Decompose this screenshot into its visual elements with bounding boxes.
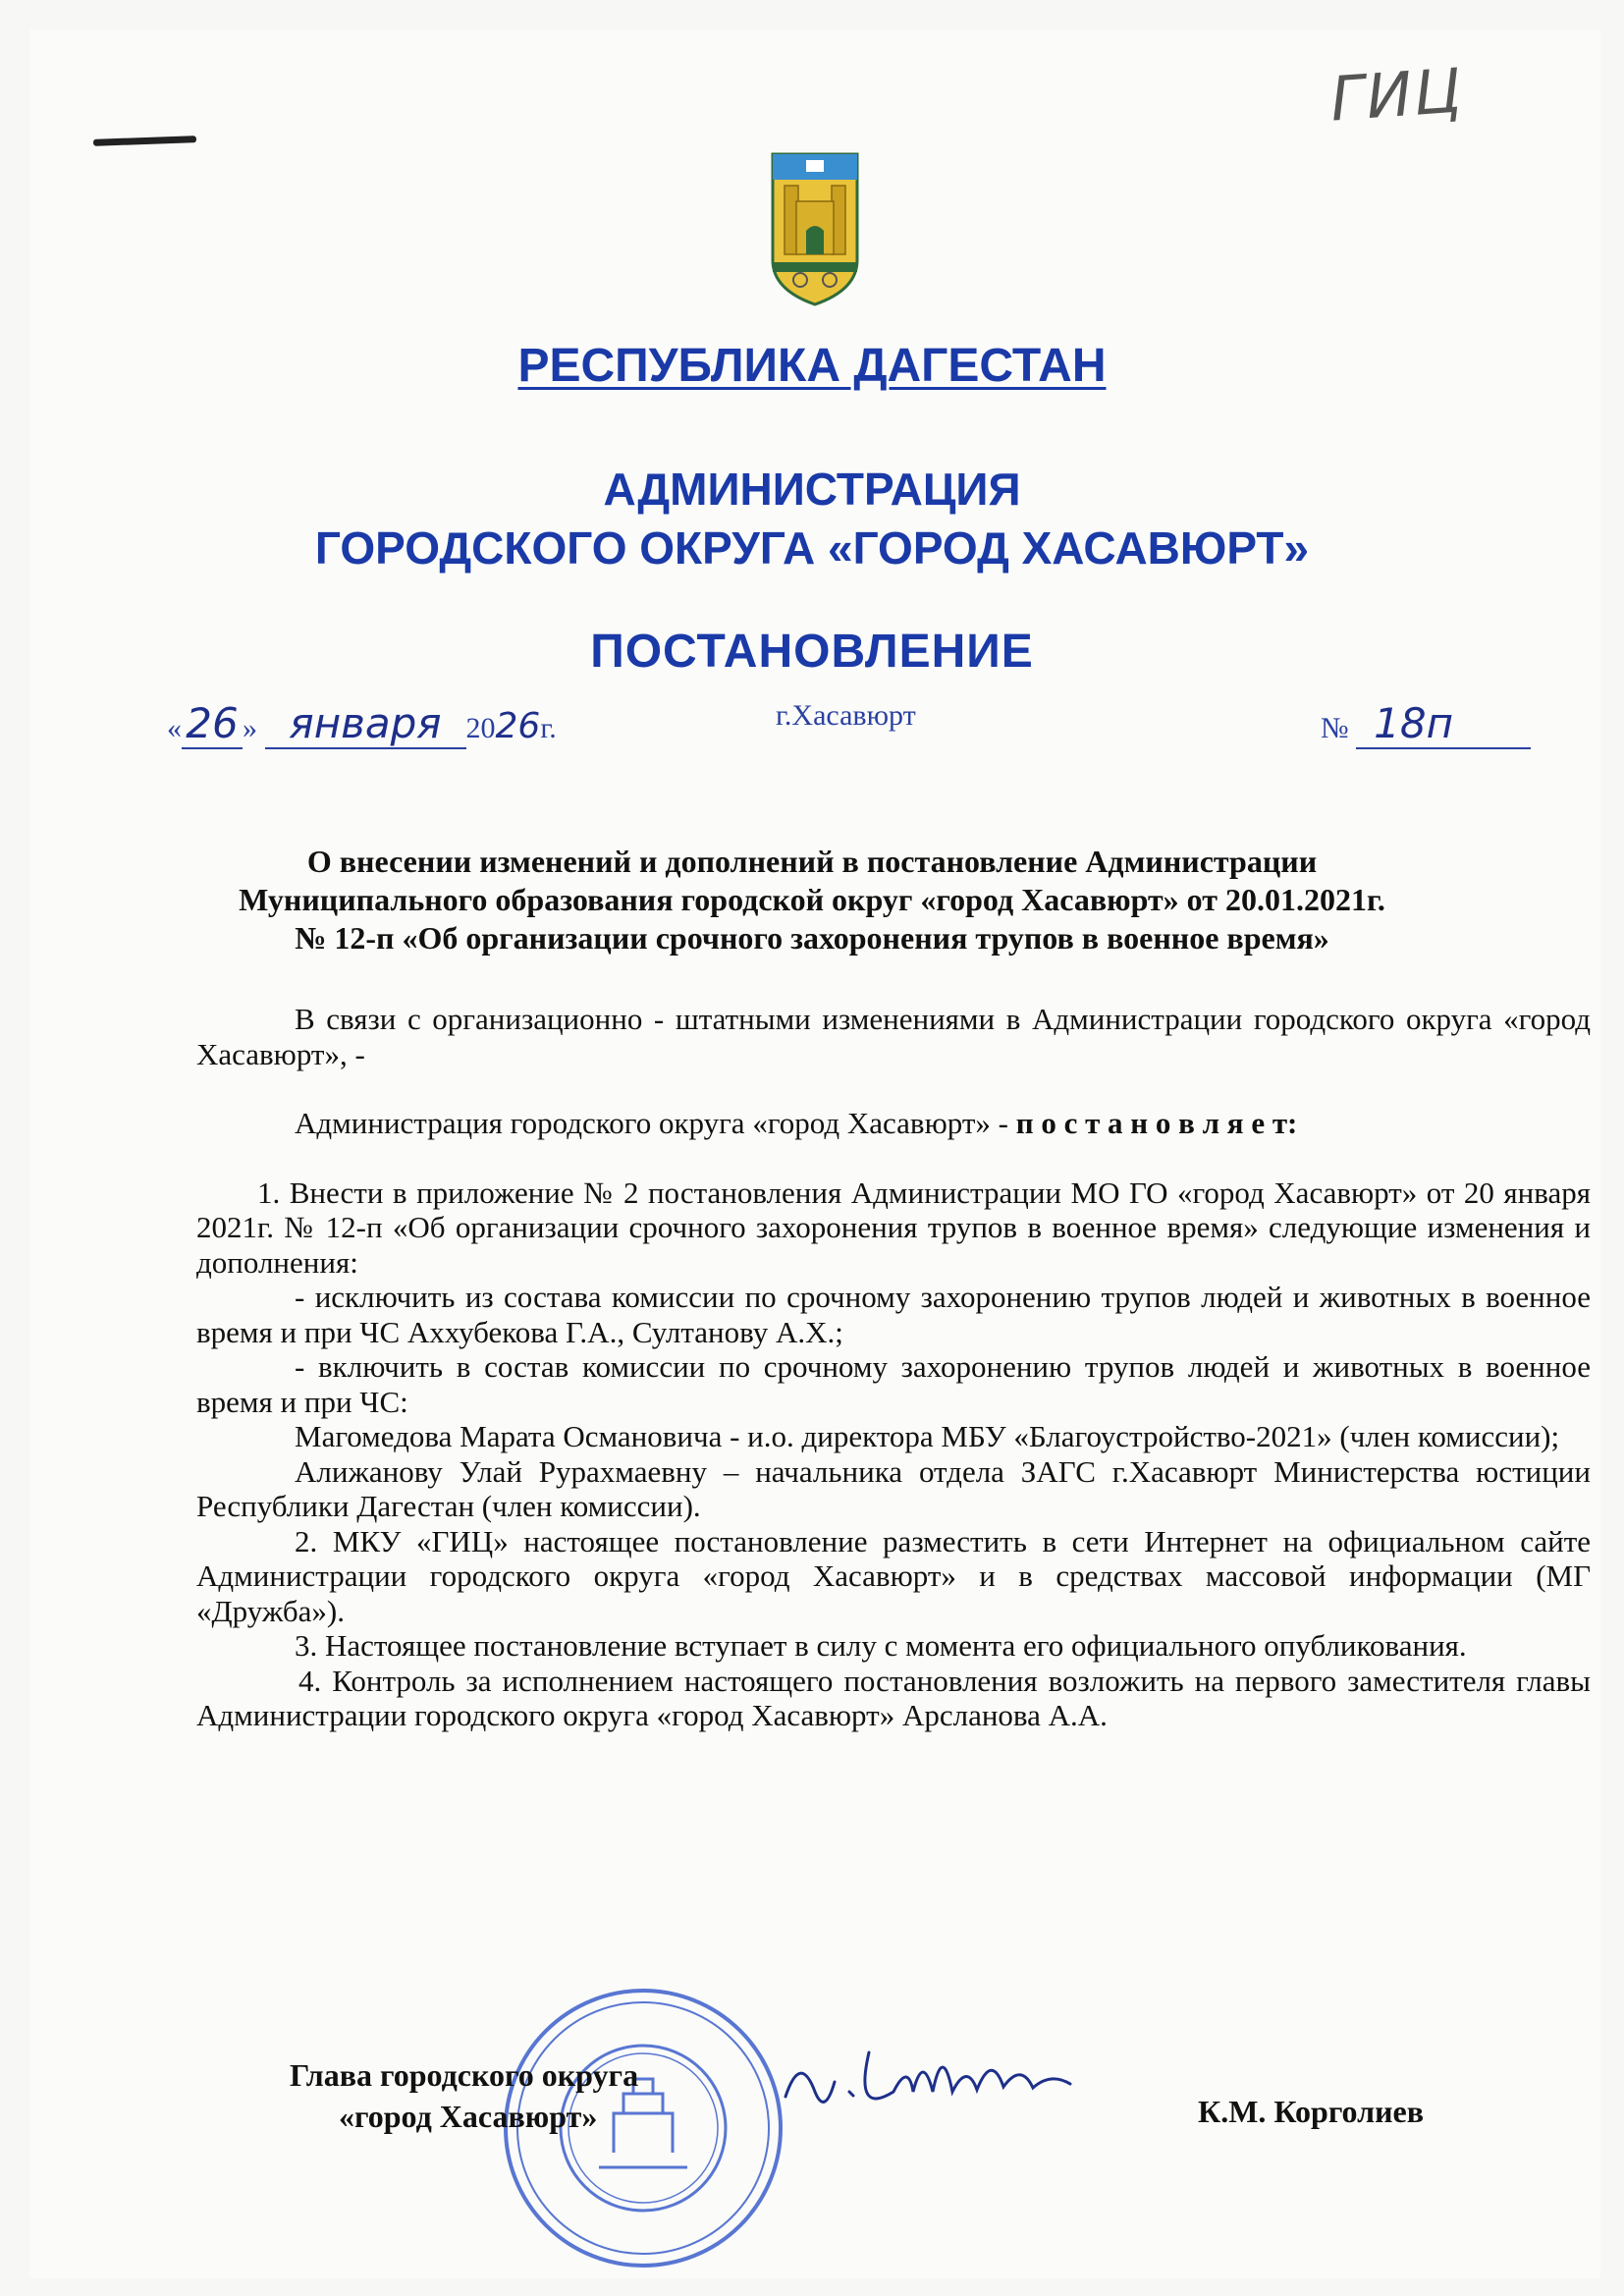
resolve-word: п о с т а н о в л я е т: [1015, 1106, 1298, 1140]
item-3: 3. Настоящее постановление вступает в силу с момента его официального опубликования. [295, 1628, 1467, 1663]
coat-of-arms-icon [771, 152, 859, 306]
item-1: 1. Внести в приложение № 2 постановления Администрации МО ГО «город Хасавюрт» от 20 января 2021г. № 12-п «Об организации срочного захоронения трупов в военное время» следующие изменения и дополнения: [196, 1175, 1591, 1280]
date-day: 26 [182, 699, 243, 749]
administration-heading [0, 460, 1624, 577]
title-line-2: Муниципального образования городской округ «город Хасавюрт» от 20.01.2021г. [239, 882, 1385, 917]
exclude-paragraph: - исключить из состава комиссии по срочному захоронению трупов людей и животных в военное время и при ЧС Аххубекова Г.А., Султанову А.Х.; [196, 1280, 1591, 1349]
member-2-paragraph: Алижанову Улай Рурахмаевну – начальника отдела ЗАГС г.Хасавюрт Министерства юстиции Республики Дагестан (член комиссии). [196, 1453, 1591, 1523]
date-year-suffix: 26 [495, 706, 541, 746]
title-line-1: О внесении изменений и дополнений в постановление Администрации [306, 844, 1318, 879]
document-body [196, 1002, 1591, 1733]
document-place: г.Хасавюрт [776, 699, 916, 732]
administration-line-2: ГОРОДСКОГО ОКРУГА «ГОРОД ХАСАВЮРТ» [314, 522, 1310, 574]
position-line-2: «город Хасавюрт» [339, 2099, 598, 2134]
handwritten-note: ГИЦ [1327, 54, 1466, 136]
document-number: № 18п [1321, 699, 1531, 749]
member-1-paragraph: Магомедова Марата Османовича - и.о. директора МБУ «Благоустройство-2021» (член комиссии); [295, 1419, 1560, 1453]
date-month: января [265, 699, 466, 749]
resolve-paragraph: Администрация городского округа «город Хасавюрт» - п о с т а н о в л я е т: [295, 1106, 1298, 1140]
position-line-1: Глава городского округа [290, 2057, 639, 2093]
number-value: 18п [1356, 699, 1531, 749]
item-2: 2. МКУ «ГИЦ» настоящее постановление разместить в сети Интернет на официальном сайте Администрации городского округа «город Хасавюрт» и в средствах массовой информации (МГ «Дружба»). [196, 1523, 1591, 1628]
document-type-heading: ПОСТАНОВЛЕНИЕ [590, 626, 1034, 678]
resolution-title [0, 843, 1624, 957]
administration-line-1: АДМИНИСТРАЦИЯ [603, 464, 1021, 515]
item-4: 4. Контроль за исполнением настоящего постановления возложить на первого заместителя главы Администрации городского округа «город Хасавюрт» Арсланова А.А. [196, 1663, 1591, 1732]
signature-icon [776, 2023, 1080, 2131]
signatory-name: К.М. Корголиев [1198, 2094, 1424, 2129]
title-line-3: № 12-п «Об организации срочного захоронения трупов в военное время» [295, 920, 1329, 956]
document-date: « 26 » января 2026г. [167, 699, 557, 747]
include-paragraph: - включить в состав комиссии по срочному захоронению трупов людей и животных в военное время и при ЧС: [196, 1349, 1591, 1419]
signatory-position [290, 2054, 638, 2137]
republic-heading: РЕСПУБЛИКА ДАГЕСТАН [517, 340, 1107, 392]
intro-paragraph: В связи с организационно - штатными изменениями в Администрации городского округа «город Хасавюрт», - [196, 1002, 1591, 1071]
